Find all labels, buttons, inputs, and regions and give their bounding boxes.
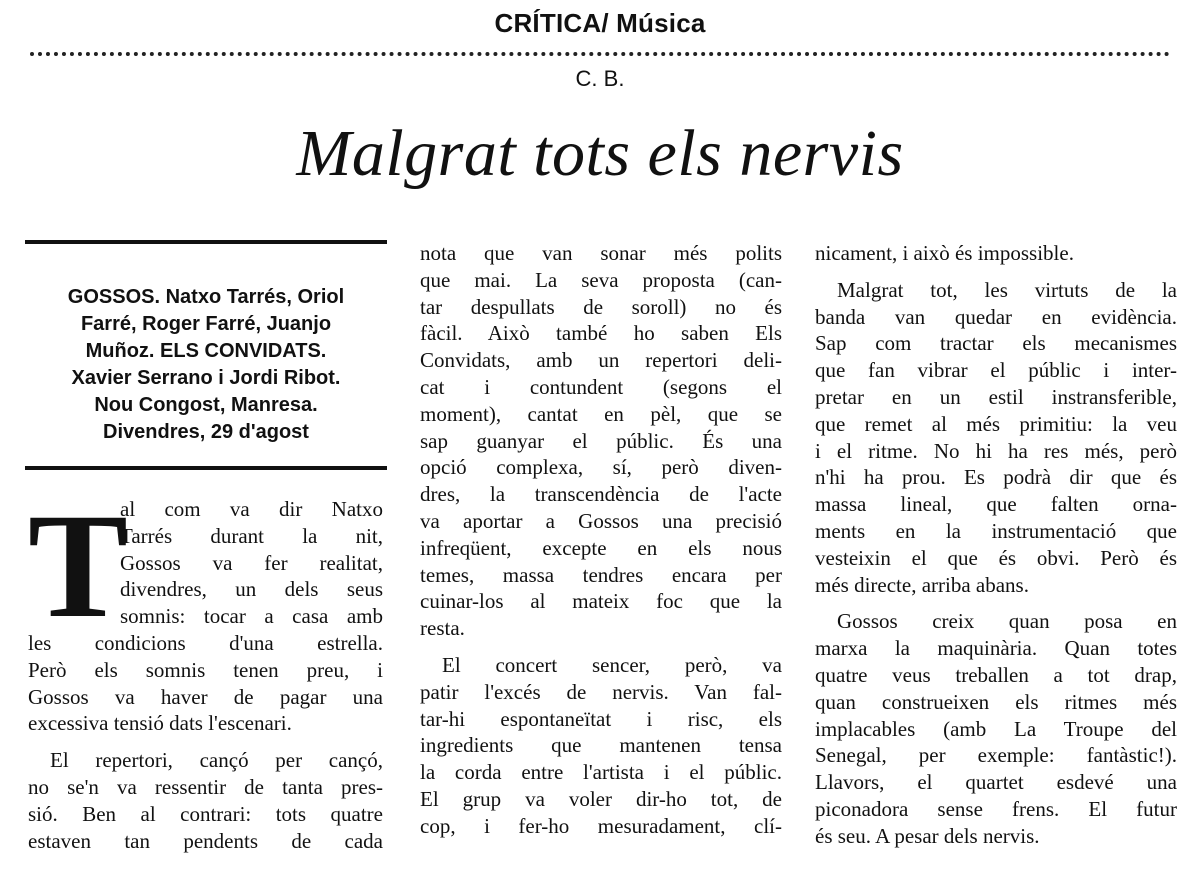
text-line: opció complexa, sí, però diven- — [420, 455, 782, 480]
text-line: divendres, un dels seus — [120, 577, 383, 602]
text-line: Però els somnis tenen preu, i — [28, 657, 383, 682]
headline: Malgrat tots els nervis — [296, 117, 904, 190]
text-line: massa lineal, que falten orna- — [815, 492, 1177, 517]
text-line: Sap com tractar els mecanismes — [815, 331, 1177, 356]
text-line: va aportar a Gossos una precisió — [420, 508, 782, 533]
text-line: quan construeixen els ritmes més — [815, 689, 1177, 714]
text-line: tar-hi espontaneïtat i risc, els — [420, 706, 782, 731]
text-line: Convidats, amb un repertori deli- — [420, 348, 782, 373]
info-line: Divendres, 29 d'agost — [103, 421, 309, 443]
drop-cap: T — [28, 483, 129, 649]
text-line: Gossos creix quan posa en — [837, 609, 1177, 634]
text-line: Gossos va fer realitat, — [120, 550, 383, 575]
text-line: resta. — [420, 616, 465, 641]
section-header: CRÍTICA/ Música — [494, 8, 706, 38]
text-line: sap guanyar el públic. És una — [420, 428, 782, 453]
info-line: Nou Congost, Manresa. — [94, 394, 318, 416]
text-line: fàcil. Això també ho saben Els — [420, 321, 782, 346]
text-line: piconadora sense frens. El futur — [815, 796, 1177, 821]
text-line: cat i contundent (segons el — [420, 374, 782, 399]
text-line: infreqüent, excepte en els nous — [420, 535, 782, 560]
text-line: implacables (amb La Troupe del — [815, 716, 1177, 741]
text-line: vesteixin el que és obvi. Però és — [815, 545, 1177, 570]
text-line: tar despullats de soroll) no és — [420, 294, 782, 319]
text-line: banda van quedar en evidència. — [815, 304, 1177, 329]
text-line: temes, massa tendres encara per — [420, 562, 782, 587]
text-line: nicament, i això és impossible. — [815, 241, 1074, 265]
text-line: la corda entre l'artista i el públic. — [420, 760, 782, 785]
text-line: estaven tan pendents de cada — [28, 828, 383, 853]
column-3 — [815, 240, 1177, 850]
text-line: cop, i fer-ho mesuradament, clí- — [420, 813, 782, 838]
text-line: cuinar-los al mateix foc que la — [420, 589, 782, 614]
text-line: al com va dir Natxo — [120, 497, 383, 521]
text-line: ments en la instrumentació que — [815, 518, 1177, 543]
text-line: Llavors, el quartet esdevé una — [815, 770, 1177, 795]
text-line: El concert sencer, però, va — [442, 652, 782, 677]
text-line: somnis: tocar a casa amb — [120, 604, 383, 629]
info-box-bottom-rule — [25, 466, 387, 470]
info-line: Muñoz. ELS CONVIDATS. — [85, 340, 327, 362]
dotted-divider — [30, 52, 1170, 56]
text-line: ingredients que mantenen tensa — [420, 733, 782, 758]
byline: C. B. — [575, 66, 625, 91]
text-line: dres, la transcendència de l'acte — [420, 482, 782, 507]
text-line: quatre veus treballen a tot drap, — [815, 662, 1177, 687]
text-line: moment), cantat en pèl, que se — [420, 401, 782, 426]
text-line: excessiva tensió dats l'escenari. — [28, 711, 292, 736]
text-line: nota que van sonar més polits — [420, 241, 782, 265]
info-box-top-rule — [25, 240, 387, 244]
text-line: Malgrat tot, les virtuts de la — [837, 277, 1177, 302]
column-1 — [28, 483, 383, 854]
info-line: GOSSOS. Natxo Tarrés, Oriol — [67, 286, 345, 308]
text-line: El grup va voler dir-ho tot, de — [420, 786, 782, 811]
text-line: marxa la maquinària. Quan totes — [815, 636, 1177, 661]
text-line: n'hi ha prou. Es podrà dir que és — [815, 465, 1177, 490]
text-line: patir l'excés de nervis. Van fal- — [420, 679, 782, 704]
text-line: que mai. La seva proposta (can- — [420, 267, 782, 292]
text-line: no se'n va ressentir de tanta pres- — [28, 774, 383, 799]
text-line: Gossos va haver de pagar una — [28, 684, 383, 709]
text-line: pretar en un estil instransferible, — [815, 384, 1177, 409]
text-line: que fan vibrar el públic i inter- — [815, 358, 1177, 383]
text-line: sió. Ben al contrari: tots quatre — [28, 801, 383, 826]
text-line: Senegal, per exemple: fantàstic!). — [815, 743, 1177, 768]
info-line: Xavier Serrano i Jordi Ribot. — [71, 367, 341, 389]
text-line: que remet al més primitiu: la veu — [815, 411, 1177, 436]
text-line: i el ritme. No hi ha res més, però — [815, 438, 1177, 463]
info-box — [25, 284, 387, 446]
text-line: més directe, arriba abans. — [815, 572, 1029, 597]
text-line: El repertori, cançó per cançó, — [50, 748, 383, 773]
text-line: Tarrés durant la nit, — [120, 523, 383, 548]
info-line: Farré, Roger Farré, Juanjo — [80, 313, 332, 335]
text-line: és seu. A pesar dels nervis. — [815, 823, 1040, 848]
text-line: les condicions d'una estrella. — [28, 630, 383, 655]
column-2 — [420, 240, 782, 840]
